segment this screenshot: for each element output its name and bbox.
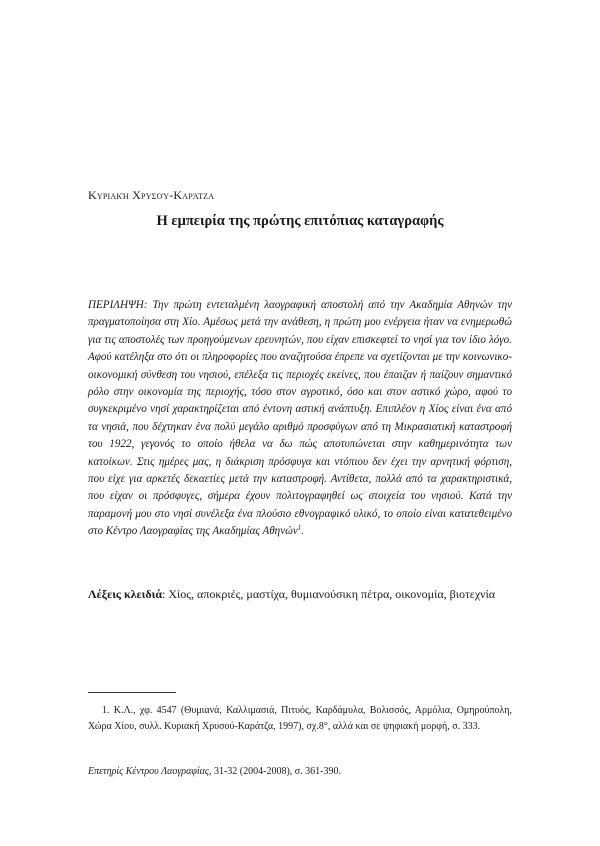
author-name: Κυριακή Χρυσού-Καράτζα	[88, 188, 215, 202]
article-title: Η εμπειρία της πρώτης επιτόπιας καταγραφής	[156, 213, 444, 229]
keywords-text: : Χίος, αποκριές, μαστίχα, θυμιανούσικη πέτρα, οικονομία, βιοτεχνία	[162, 587, 496, 601]
footnote-reference[interactable]: 1	[297, 523, 302, 532]
footnote-number: 1.	[102, 705, 110, 716]
footnote-divider	[88, 692, 176, 693]
keywords-label: Λέξεις κλειδιά	[88, 587, 163, 601]
abstract-end: .	[301, 525, 305, 538]
keywords	[88, 586, 512, 604]
abstract-label: ΠΕΡΙΛΗΨΗ:	[88, 299, 148, 311]
journal-name: Επετηρίς Κέντρου Λαογραφίας	[88, 766, 209, 777]
abstract	[88, 297, 512, 541]
abstract-text: Την πρώτη εντεταλμένη λαογραφική αποστολή από την Ακαδημία Αθηνών την πραγματοποίησα στη Χίο. Αμέσως μετά την ανάθεση, η πρώτη μου ενέργεια ήταν να ενημερωθώ για τις αποστολές των προηγούμενων ερευνητών, που είχαν επισκεφτεί το νησί για τον ίδιο λόγο. Αφού κατέληξα στο ότι οι πληροφορίες που αναζητούσα έπρεπε να σχετίζονται με την κοινωνικο-οικονομική σύνθεση του νησιού, επέλεξα τις περιοχές εκείνες, που έπαιζαν ή παίζουν σημαντικό ρόλο στην οικονομία της περιοχής, τόσο στον αγροτικό, όσο και στον αστικό χώρο, αφού το συγκεκριμένο νησί χαρακτηρίζεται από έντονη αστική ανάπτυξη. Επιπλέον η Χίος είναι ένα από τα νησιά, που δέχτηκαν ένα πολύ μεγάλο αριθμό προσφύγων από τη Μικρασιατική καταστροφή του 1922, γεγονός το οποίο ήθελα να δω πώς αποτυπώνεται στην καθημερινότητα των κατοίκων. Στις ημέρες μας, η διάκριση πρόσφυγα και ντόπιου δεν έχει την αρνητική φόρτιση, που είχε για αρκετές δεκαετίες μετά την καταστροφή. Αντίθετα, πολλά από τα χαρακτηριστικά, που είχαν οι πρόσφυγες, σήμερα έχουν πολιτογραφηθεί ως στοιχεία του νησιού. Κατά την παραμονή μου στο νησί συνέλεξα ένα πλούσιο εθνογραφικό υλικό, το οποίο είναι κατατεθειμένο στο Κέντρο Λαογραφίας της Ακαδημίας Αθηνών	[88, 299, 512, 538]
journal-citation	[88, 766, 512, 777]
footnote	[88, 703, 512, 734]
footnote-text: Κ.Λ., χφ. 4547 (Θυμιανά, Καλλιμασιά, Πιτυός, Καρδάμυλα, Βολισσός, Αρμόλια, Ομηρούπολη, Χώρα Χίου, συλλ. Κυριακή Χρυσού-Καράτζα, 1997), σχ.8°, αλλά και σε ψηφιακή μορφή, σ. 333.	[88, 705, 512, 732]
journal-details: , 31-32 (2004-2008), σ. 361-390.	[208, 766, 342, 777]
